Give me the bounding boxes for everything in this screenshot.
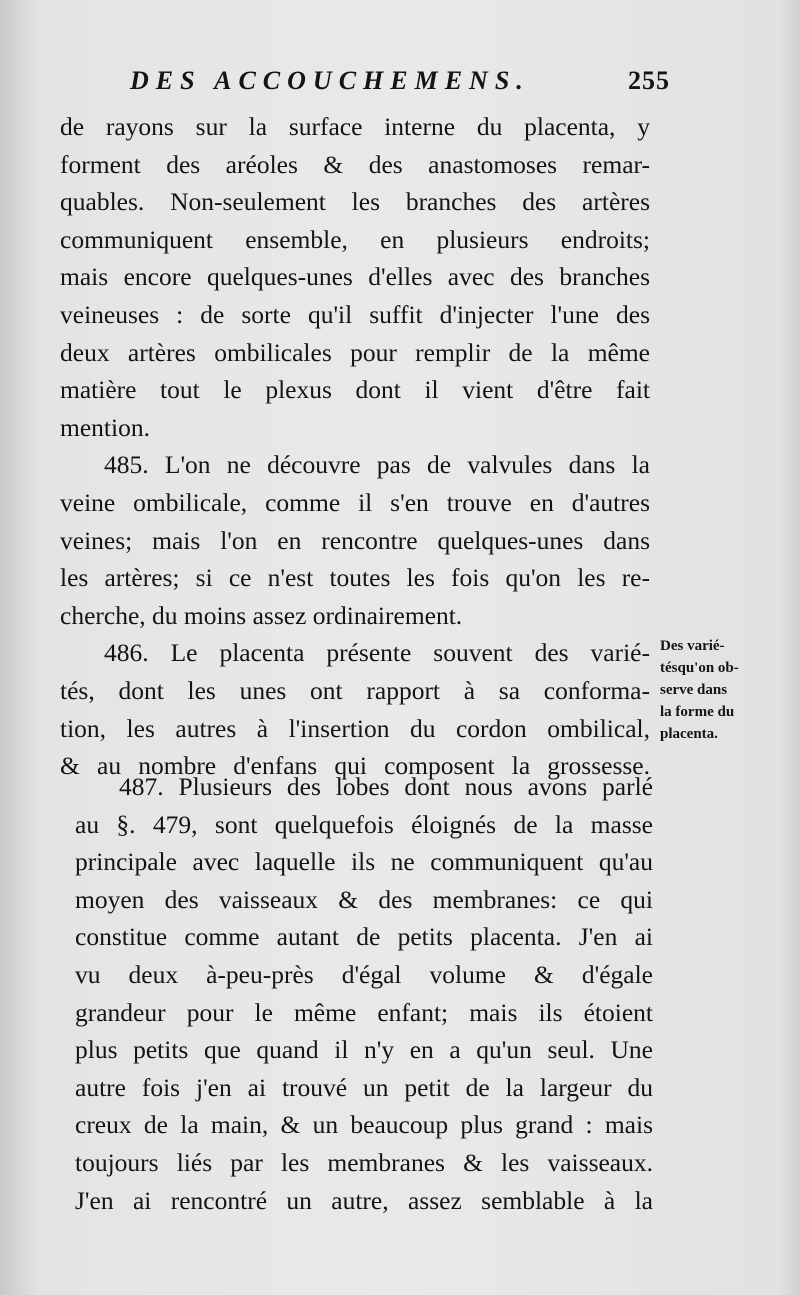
text-line: J'en ai rencontré un autre, assez semblable à la: [75, 1185, 653, 1215]
paragraph-485-start: 485. L'on ne découvre pas de valvules dans la: [104, 450, 650, 480]
text-line: plus petits que quand il n'y en a qu'un seul. Une: [75, 1035, 653, 1065]
text-line: mais encore quelques-unes d'elles avec des branches: [60, 262, 650, 292]
margin-note-line: Des varié-: [660, 638, 725, 654]
text-line: communiquent ensemble, en plusieurs endroits;: [60, 224, 650, 254]
margin-note-line: serve dans: [660, 682, 728, 698]
text-line: & au nombre d'enfans qui composent la grossesse.: [60, 751, 650, 781]
margin-note-line: tésqu'on ob-: [660, 660, 739, 676]
margin-note-line: placenta.: [660, 726, 718, 742]
text-line: tion, les autres à l'insertion du cordon ombilical,: [60, 713, 650, 743]
text-line: creux de la main, & un beaucoup plus grand : mais: [75, 1110, 653, 1140]
text-line: toujours liés par les membranes & les vaisseaux.: [75, 1147, 653, 1177]
text-line: moyen des vaisseaux & des membranes: ce qui: [75, 884, 653, 914]
text-line: constitue comme autant de petits placenta. J'en ai: [75, 922, 653, 952]
paragraph-486-start: 486. Le placenta présente souvent des varié-: [104, 638, 650, 668]
text-line: vu deux à-peu-près d'égal volume & d'égale: [75, 959, 653, 989]
running-head: [130, 62, 670, 102]
text-line: autre fois j'en ai trouvé un petit de la largeur du: [75, 1072, 653, 1102]
text-line: au §. 479, sont quelquefois éloignés de la masse: [75, 809, 653, 839]
text-line: tés, dont les unes ont rapport à sa conforma-: [60, 675, 650, 705]
margin-note: [660, 635, 792, 745]
text-line: quables. Non-seulement les branches des artères: [60, 187, 650, 217]
text-line: veine ombilicale, comme il s'en trouve en d'autres: [60, 487, 650, 517]
page-number: 255: [628, 66, 670, 95]
text-line: les artères; si ce n'est toutes les fois qu'on les re-: [60, 563, 650, 593]
text-line: forment des aréoles & des anastomoses remar-: [60, 149, 650, 179]
text-line: cherche, du moins assez ordinairement.: [60, 600, 463, 630]
text-line: de rayons sur la surface interne du placenta, y: [60, 112, 650, 141]
paragraph-487-start: 487. Plusieurs des lobes dont nous avons parlé: [119, 772, 653, 801]
text-line: veines; mais l'on en rencontre quelques-unes dans: [60, 525, 650, 555]
margin-note-line: la forme du: [660, 704, 735, 720]
text-line: veineuses : de sorte qu'il suffit d'injecter l'une des: [60, 299, 650, 329]
upper-text-block: [60, 108, 650, 785]
text-line: matière tout le plexus dont il vient d'être fait: [60, 375, 650, 405]
text-line: grandeur pour le même enfant; mais ils étoient: [75, 997, 653, 1027]
lower-text-block: [75, 768, 653, 1219]
running-head-title: DES ACCOUCHEMENS.: [130, 66, 530, 95]
text-line: mention.: [60, 412, 150, 442]
text-line: principale avec laquelle ils ne communiquent qu'au: [75, 847, 653, 877]
text-line: deux artères ombilicales pour remplir de la même: [60, 337, 650, 367]
